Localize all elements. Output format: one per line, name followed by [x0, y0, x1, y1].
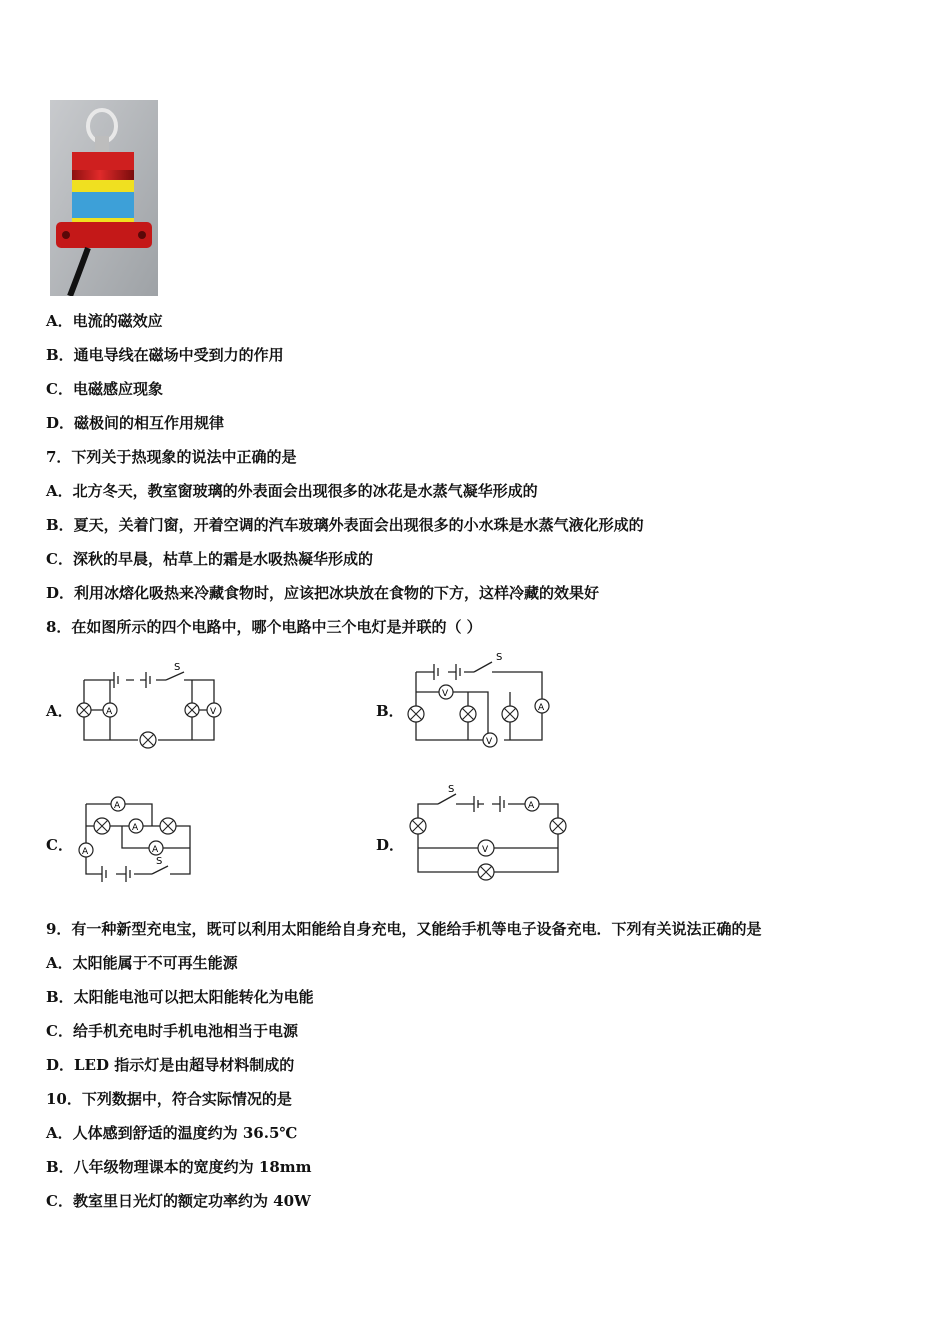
q6-option-d: D．磁极间的相互作用规律 [46, 414, 225, 432]
q7-stem: 7．下列关于热现象的说法中正确的是 [46, 448, 297, 466]
circuit-c-ammeter-1: A [114, 801, 121, 811]
q9-option-d: D．LED 指示灯是由超导材料制成的 [46, 1056, 295, 1074]
circuit-b-ammeter: A [538, 703, 545, 713]
circuit-b-switch-label: S [496, 652, 503, 663]
q10-stem: 10．下列数据中，符合实际情况的是 [46, 1090, 292, 1108]
circuit-b-voltmeter-2: V [486, 737, 493, 747]
q6-option-b: B．通电导线在磁场中受到力的作用 [46, 346, 284, 364]
circuit-d-switch-label: S [448, 784, 455, 795]
circuit-c-ammeter-4: A [82, 847, 89, 857]
q7-option-d: D．利用冰熔化吸热来冷藏食物时，应该把冰块放在食物的下方，这样冷藏的效果好 [46, 584, 600, 602]
circuit-d-label: D． [376, 836, 405, 854]
circuit-a-ammeter: A [106, 707, 113, 717]
q9-option-a: A．太阳能属于不可再生能源 [46, 954, 238, 972]
circuit-d-voltmeter: V [482, 845, 489, 855]
circuit-c-switch-label: S [156, 856, 163, 867]
q10-option-b: B．八年级物理课本的宽度约为 18mm [46, 1158, 312, 1176]
q6-option-a: A．电流的磁效应 [46, 312, 163, 330]
q7-option-c: C．深秋的早晨，枯草上的霜是水吸热凝华形成的 [46, 550, 373, 568]
circuit-c-ammeter-3: A [152, 845, 159, 855]
q9-stem: 9．有一种新型充电宝，既可以利用太阳能给自身充电，又能给手机等电子设备充电．下列有关说法正确的是 [46, 920, 762, 938]
q10-option-a: A．人体感到舒适的温度约为 36.5℃ [46, 1124, 298, 1142]
device-photo [50, 100, 158, 296]
circuit-a-voltmeter: V [210, 707, 217, 717]
circuit-a-label: A． [46, 702, 73, 720]
circuit-c-label: C． [46, 836, 73, 854]
q7-option-b: B．夏天，关着门窗，开着空调的汽车玻璃外表面会出现很多的小水珠是水蒸气液化形成的 [46, 516, 644, 534]
circuit-b-label: B． [376, 702, 404, 720]
circuit-d-ammeter: A [528, 801, 535, 811]
circuit-b-diagram [404, 648, 564, 752]
q9-option-b: B．太阳能电池可以把太阳能转化为电能 [46, 988, 314, 1006]
q8-stem: 8．在如图所示的四个电路中，哪个电路中三个电灯是并联的（ ） [46, 618, 482, 636]
circuit-c-diagram [72, 790, 202, 890]
circuit-b-voltmeter-1: V [442, 689, 449, 699]
circuit-a-switch-label: S [174, 662, 181, 673]
circuit-d-diagram [404, 780, 574, 884]
q9-option-c: C．给手机充电时手机电池相当于电源 [46, 1022, 298, 1040]
circuit-a-diagram [74, 656, 234, 752]
q6-option-c: C．电磁感应现象 [46, 380, 163, 398]
q7-option-a: A．北方冬天，教室窗玻璃的外表面会出现很多的冰花是水蒸气凝华形成的 [46, 482, 538, 500]
q10-option-c: C．教室里日光灯的额定功率约为 40W [46, 1192, 311, 1210]
circuit-c-ammeter-2: A [132, 823, 139, 833]
